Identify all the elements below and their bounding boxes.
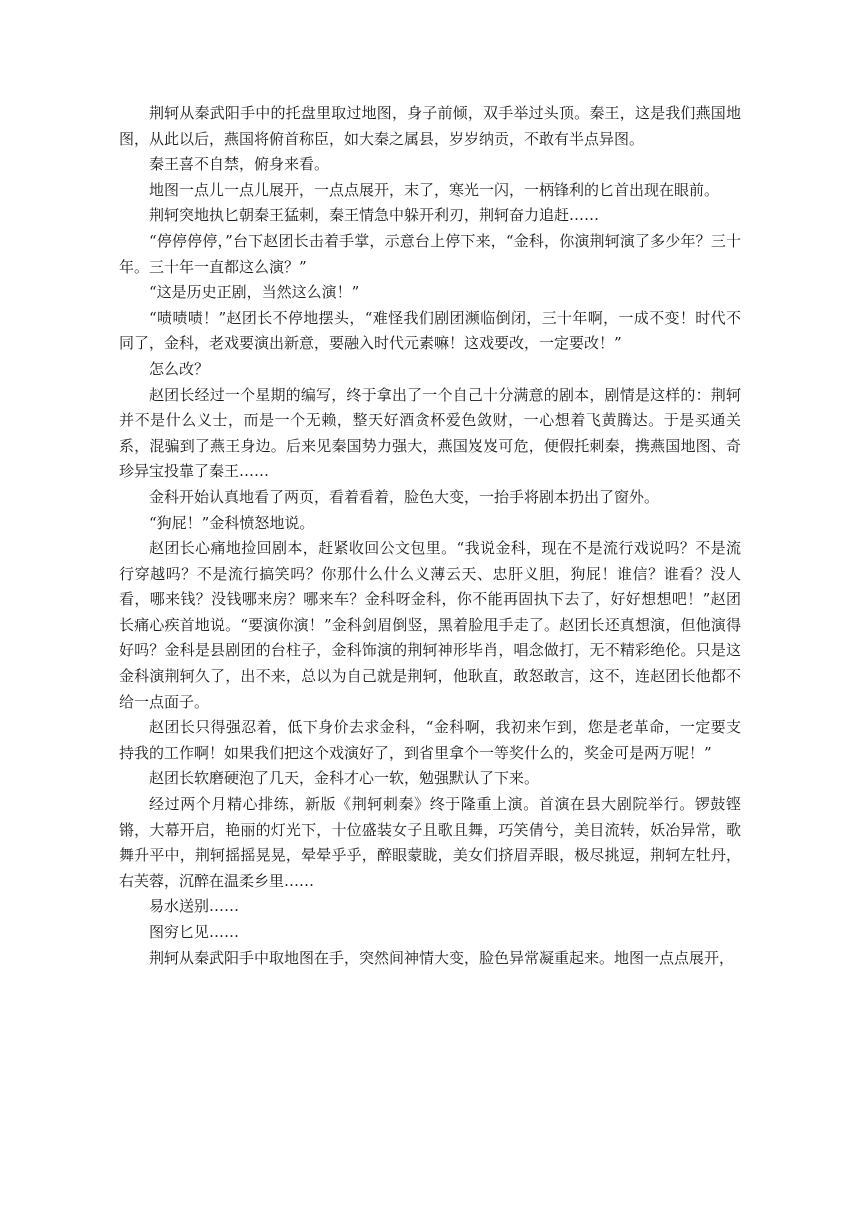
paragraph: 秦王喜不自禁，俯身来看。 <box>149 155 330 174</box>
article-body <box>119 101 741 971</box>
paragraph: 赵团长经过一个星期的编写，终于拿出了一个自己十分满意的剧本，剧情是这样的：荆轲并不是什么义士，而是一个无赖，整天好酒贪杯爱色敛财，一心想着飞黄腾达。于是买通关系，混骗到了燕王身边。后来见秦国势力强大，燕国岌岌可危，便假托刺秦，携燕国地图、奇珍异宝投靠了秦王…… <box>119 385 741 481</box>
paragraph: 经过两个月精心排练，新版《荆轲刺秦》终于隆重上演。首演在县大剧院举行。锣鼓铿锵，大幕开启，艳丽的灯光下，十位盛装女子且歌且舞，巧笑倩兮，美目流转，妖冶异常，歌舞升平中，荆轲摇摇晃晃，晕晕乎乎，醉眼蒙眬，美女们挤眉弄眼，极尽挑逗，荆轲左牡丹，右芙蓉，沉醉在温柔乡里…… <box>119 795 741 890</box>
paragraph: “啧啧啧！”赵团长不停地摆头，“难怪我们剧团濒临倒闭，三十年啊，一成不变！时代不同了，金科，老戏要演出新意，要融入时代元素嘛！这戏要改，一定要改！” <box>119 308 741 353</box>
paragraph: 易水送别…… <box>149 897 240 916</box>
paragraph: 荆轲从秦武阳手中取地图在手，突然间神情大变，脸色异常凝重起来。地图一点点展开， <box>149 948 735 967</box>
paragraph: 荆轲突地执匕朝秦王猛刺，秦王情急中躲开利刃，荆轲奋力追赶…… <box>149 206 600 225</box>
paragraph: 赵团长软磨硬泡了几天，金科才心一软，勉强默认了下来。 <box>149 769 540 788</box>
paragraph: “这是历史正剧，当然这么演！” <box>149 283 360 302</box>
paragraph: “停停停停，”台下赵团长击着手掌，示意台上停下来，“金科，你演荆轲演了多少年？三十年。三十年一直都这么演？” <box>119 231 741 276</box>
paragraph: 怎么改？ <box>149 359 210 378</box>
paragraph: 赵团长只得强忍着，低下身价去求金科，“金科啊，我初来乍到，您是老革命，一定要支持我的工作啊！如果我们把这个戏演好了，到省里拿个一等奖什么的，奖金可是两万呢！” <box>119 718 741 762</box>
paragraph: 图穷匕见…… <box>149 923 240 941</box>
paragraph: “狗屁！”金科愤怒地说。 <box>149 513 315 532</box>
paragraph: 金科开始认真地看了两页，看着看着，脸色大变，一抬手将剧本扔出了窗外。 <box>149 487 660 506</box>
paragraph: 地图一点儿一点儿展开，一点点展开，末了，寒光一闪，一柄锋利的匕首出现在眼前。 <box>149 180 720 199</box>
paragraph: 荆轲从秦武阳手中的托盘里取过地图，身子前倾，双手举过头顶。秦王，这是我们燕国地图，从此以后，燕国将俯首称臣，如大秦之属县，岁岁纳贡，不敢有半点异图。 <box>119 104 741 148</box>
paragraph: 赵团长心痛地捡回剧本，赶紧收回公文包里。“我说金科，现在不是流行戏说吗？不是流行穿越吗？不是流行搞笑吗？你那什么什么义薄云天、忠肝义胆，狗屁！谁信？谁看？没人看，哪来钱？没钱哪来房？哪来车？金科呀金科，你不能再固执下去了，好好想想吧！”赵团长痛心疾首地说。“要演你演！”金科剑眉倒竖，黑着脸甩手走了。赵团长还真想演，但他演得好吗？金科是县剧团的台柱子，金科饰演的荆轲神形毕肖，唱念做打，无不精彩绝伦。只是这金科演荆轲久了，出不来，总以为自己就是荆轲，他耿直，敢怒敢言，这不，连赵团长他都不给一点面子。 <box>119 539 741 711</box>
